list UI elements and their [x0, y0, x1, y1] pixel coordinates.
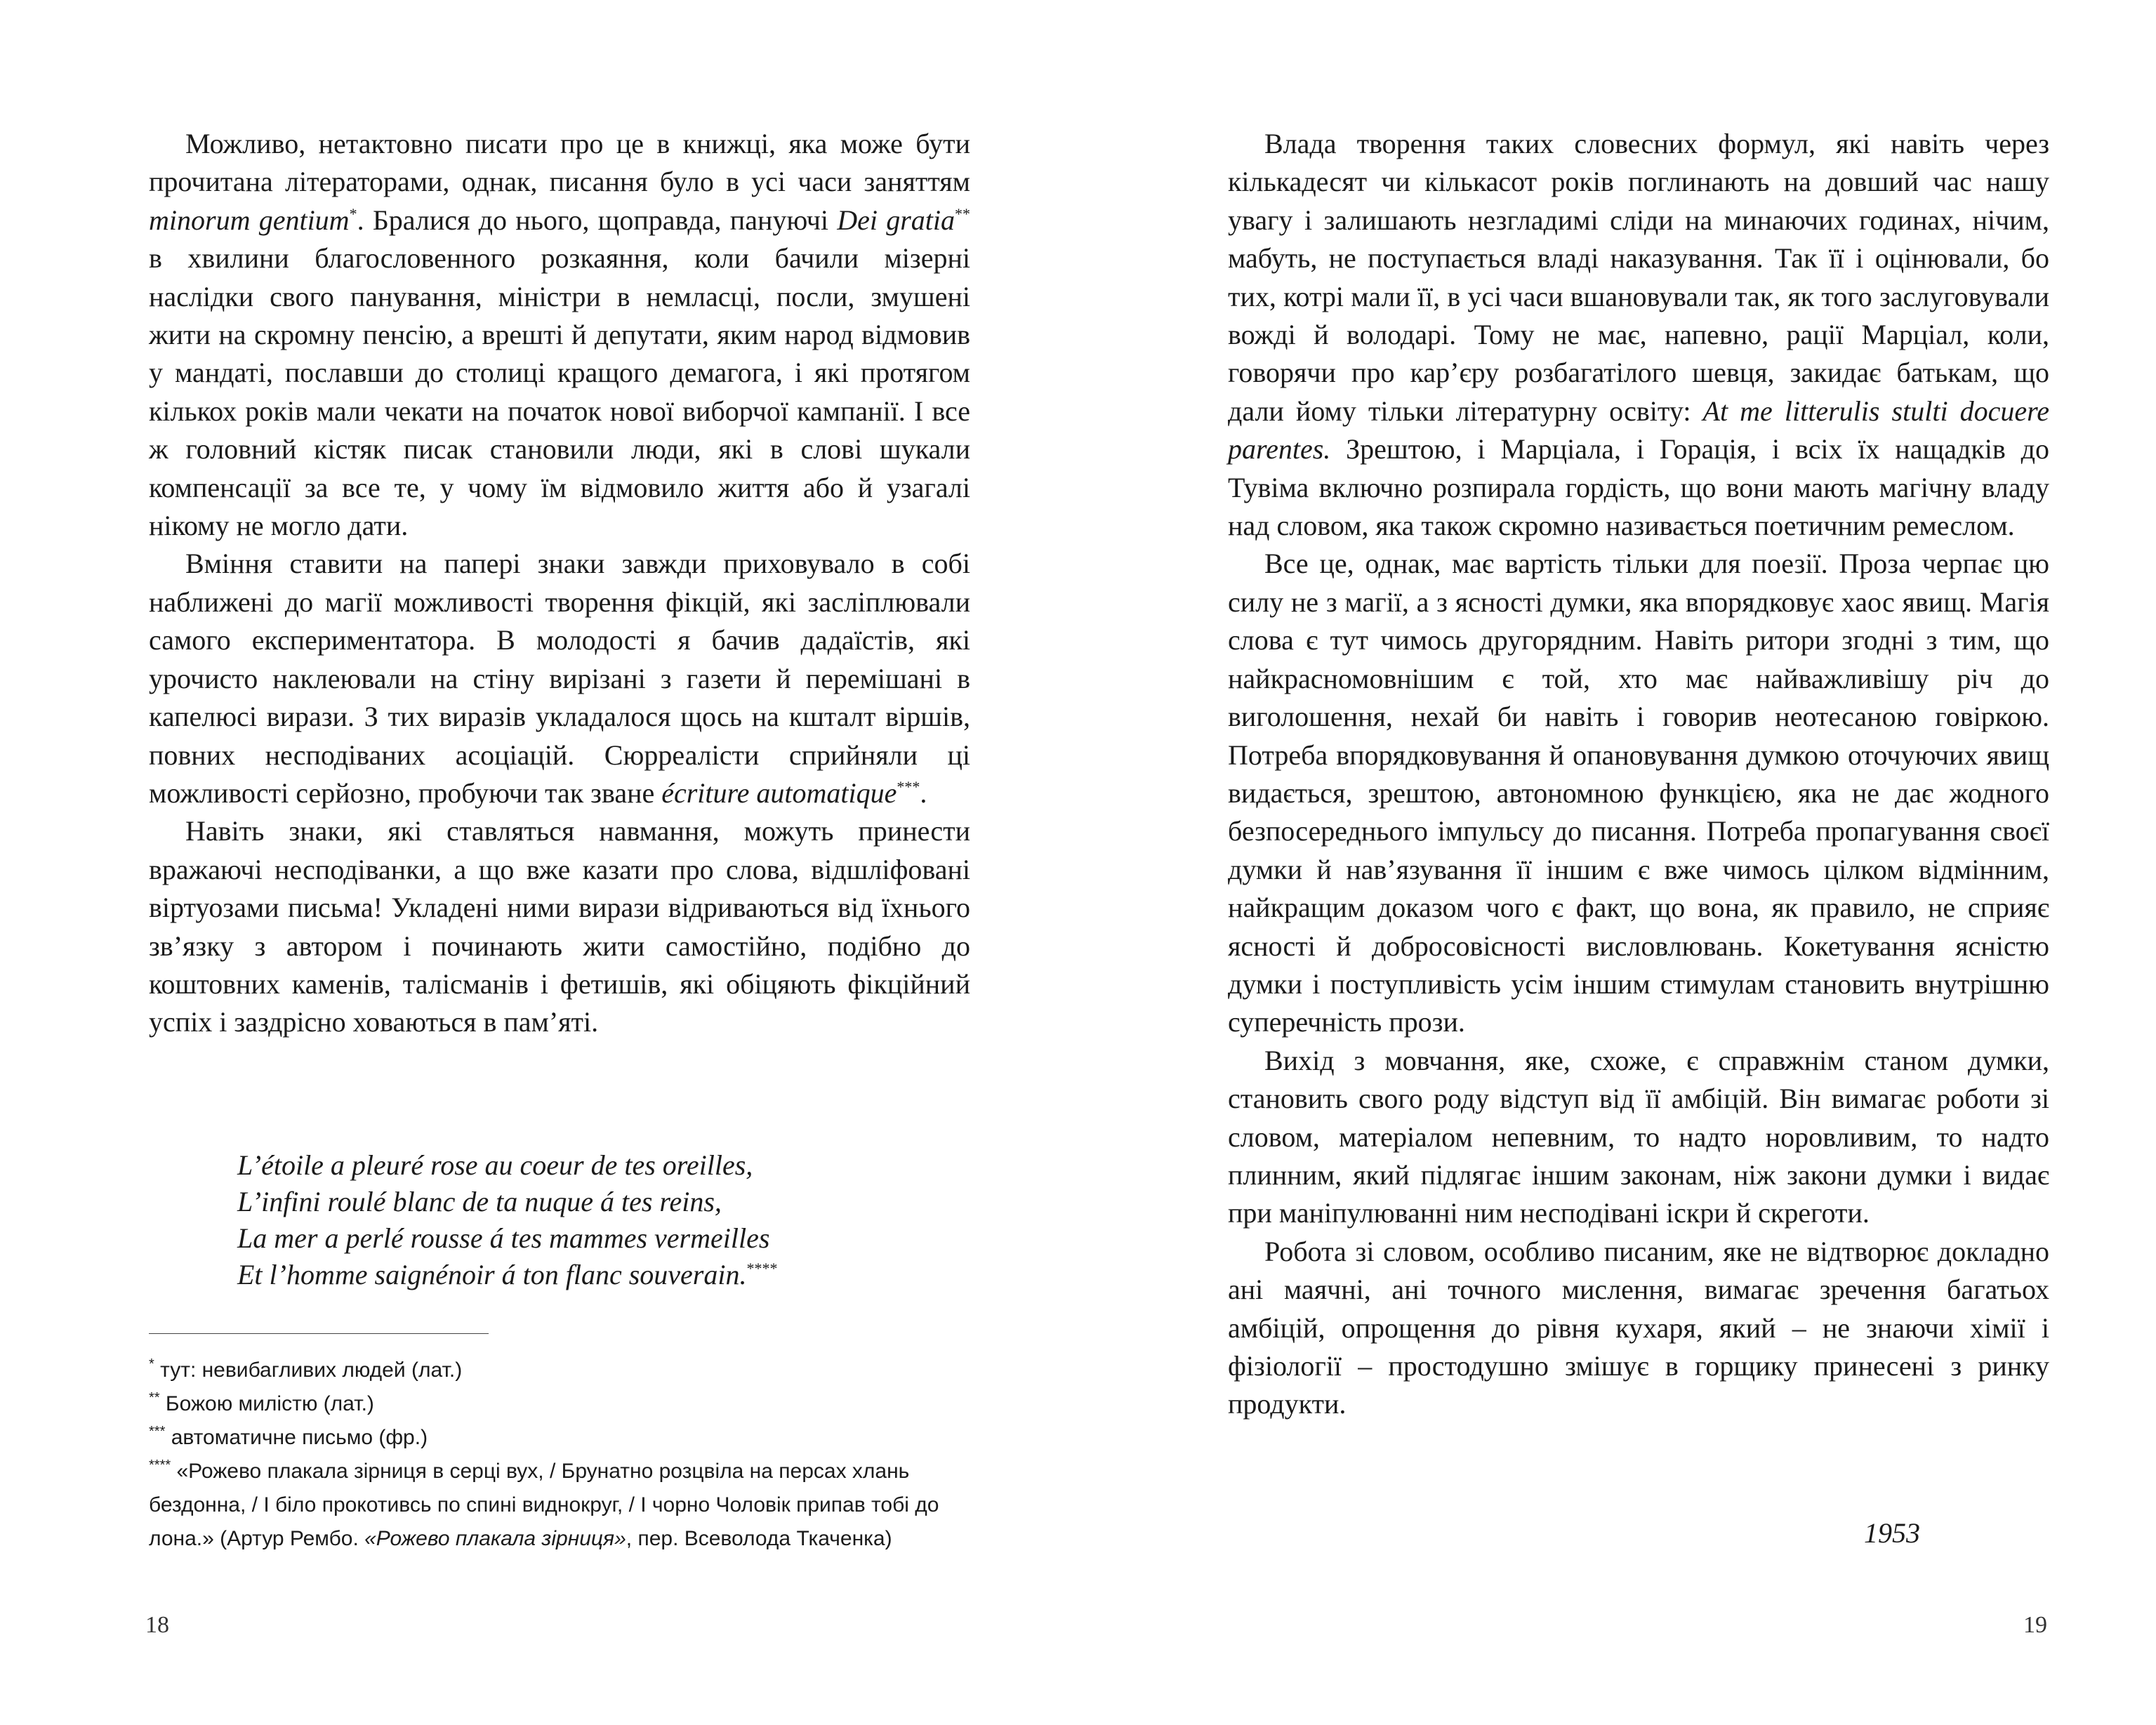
footnotes — [149, 1354, 977, 1556]
right-paragraph-1: Влада творення таких словесних формул, які навіть через кількадесят чи кількасот років поглинають на довший час нашу увагу і залишають незгладимі сліди на минаючих годинах, нічим, мабуть, не поступається владі наказування. Так її і оцінювали, бо тих, котрі мали її, в усі часи вшановували так, як того заслуговували вожді й володарі. Тому не має, напевно, рації Марціал, коли, говорячи про кар’єру розбагатілого шевця, закидає батькам, що дали йому тільки літературну освіту: At me litterulis stulti docuere parentes. Зрештою, і Марціала, і Горація, і всіх їх нащадків до Тувіма включно розпирала гордість, що вони мають магічну владу над словом, яка також скромно називається поетичним ремеслом. — [1228, 128, 2049, 542]
right-page — [1078, 0, 2156, 1725]
right-body-text — [1228, 125, 2049, 1424]
essay-date: 1953 — [1864, 1517, 1920, 1549]
footnote-marker-2[interactable]: ** — [955, 204, 970, 223]
footnote-3: *** автоматичне письмо (фр.) — [149, 1424, 428, 1449]
page-number: 18 — [145, 1612, 169, 1638]
right-paragraph-2: Все це, однак, має вартість тільки для поезії. Проза черпає цю силу не з магії, а з ясності думки, яка впорядковує хаос явищ. Магія слова є тут чимось другорядним. Навіть ритори згодні з тим, що найкрасномовнішим є той, хто має найважливішу річ до виголошення, нехай би навіть і говорив неотесаною говіркою. Потреба впорядковування й опановування думкою оточуючих явищ видається, зрештою, автономною функцією, яка не дає жодного безпосереднього імпульсу до писання. Потреба пропагування своєї думки й нав’язування її іншим є вже чимось цілком відмінним, найкращим доказом чого є факт, що вона, як правило, не сприяє ясності й добросовісності висловлювань. Кокетування ясністю думки і поступливість усім іншим стимулам становить внутрішню суперечність прози. — [1228, 548, 2049, 1038]
left-paragraph-2: Вміння ставити на папері знаки завжди приховувало в собі наближені до магії можливості творення фікцій, які засліплювали самого експериментатора. В молодості я бачив дадаїстів, які урочисто наклеювали на стіну вирізані з газети й перемішані в капелюсі вирази. З тих виразів укладалося щось на кшталт віршів, повних несподіваних асоціацій. Сюрреалісти сприйняли ці можливості серйозно, пробуючи так зване écriture automatique***. — [149, 548, 970, 809]
poem-line: Et l’homme saignénoir á ton flanc souverain.**** — [237, 1259, 778, 1290]
latin-phrase: Dei gratia — [837, 204, 955, 236]
left-paragraph-3: Навіть знаки, які ставляться навмання, можуть принести вражаючі несподіванки, а що вже казати про слова, відшліфовані віртуозами письма! Укладені ними вирази відриваються від їхнього зв’язку з автором і починають жити самостійно, подібно до коштовних каменів, талісманів і фетишів, які обіцяють фікційний успіх і заздрісно ховаються в пам’яті. — [149, 815, 970, 1038]
poem-line: L’infini roulé blanc de ta nuque á tes reins, — [237, 1186, 722, 1217]
footnote-2: ** Божою милістю (лат.) — [149, 1390, 374, 1415]
footnote-marker-1[interactable]: * — [349, 204, 357, 223]
right-paragraph-4: Робота зі словом, особливо писаним, яке не відтворює докладно ані маячні, ані точного мислення, вимагає зречення багатьох амбіцій, опрощення до рівня кухаря, який – не знаючи хімії і фізіології – простодушно змішує в горщику принесені з ринку продукти. — [1228, 1235, 2049, 1420]
footnote-4: **** «Рожево плакала зірниця в серці вух, / Брунатно розцвіла на персах хлань бездонна, / І біло прокотивсь по спині виднокруг, / І чорно Чоловік припав тобі до лона.» (Артур Рембо. «Рожево плакала зірниця», пер. Всеволода Ткаченка) — [149, 1458, 939, 1550]
poem-quote — [237, 1147, 777, 1293]
footnote-divider — [149, 1333, 489, 1334]
right-paragraph-3: Вихід з мовчання, яке, схоже, є справжнім станом думки, становить свого роду відступ від її амбіцій. Він вимагає роботи зі словом, матеріалом непевним, то надто норовливим, то надто плинним, який підлягає іншим законам, ніж закони думки і видає при маніпулюванні ним несподівані іскри й скреготи. — [1228, 1044, 2049, 1229]
footnote-marker-3[interactable]: *** — [897, 777, 920, 795]
latin-quote: At me litterulis stulti docuere parentes. — [1228, 395, 2049, 465]
poem-line: La mer a perlé rousse á tes mammes vermeilles — [237, 1222, 770, 1254]
page-number: 19 — [2023, 1612, 2047, 1638]
left-paragraph-1: Можливо, нетактовно писати про це в книжці, яка може бути прочитана літераторами, однак, писання було в усі часи заняттям minorum gentium*. Бралися до нього, щоправда, пануючі Dei gratia** в хвилини благословенного розкаяння, коли бачили мізерні наслідки свого панування, міністри в немласці, посли, змушені жити на скромну пенсію, а врешті й депутати, яким народ відмовив у мандаті, пославши до столиці кращого демагога, і які протягом кількох років мали чекати на початок нової виборчої кампанії. І все ж головний кістяк писак становили люди, які в слові шукали компенсації за все те, у чому їм відмовило життя або й узагалі нікому не могло дати. — [149, 128, 970, 542]
latin-phrase: minorum gentium — [149, 204, 350, 236]
poem-line: L’étoile a pleuré rose au coeur de tes oreilles, — [237, 1149, 753, 1181]
footnote-1: * тут: невибагливих людей (лат.) — [149, 1356, 463, 1382]
footnote-marker-4[interactable]: **** — [746, 1260, 778, 1277]
french-phrase: écriture automatique — [661, 776, 897, 809]
left-body-text — [149, 125, 970, 1042]
